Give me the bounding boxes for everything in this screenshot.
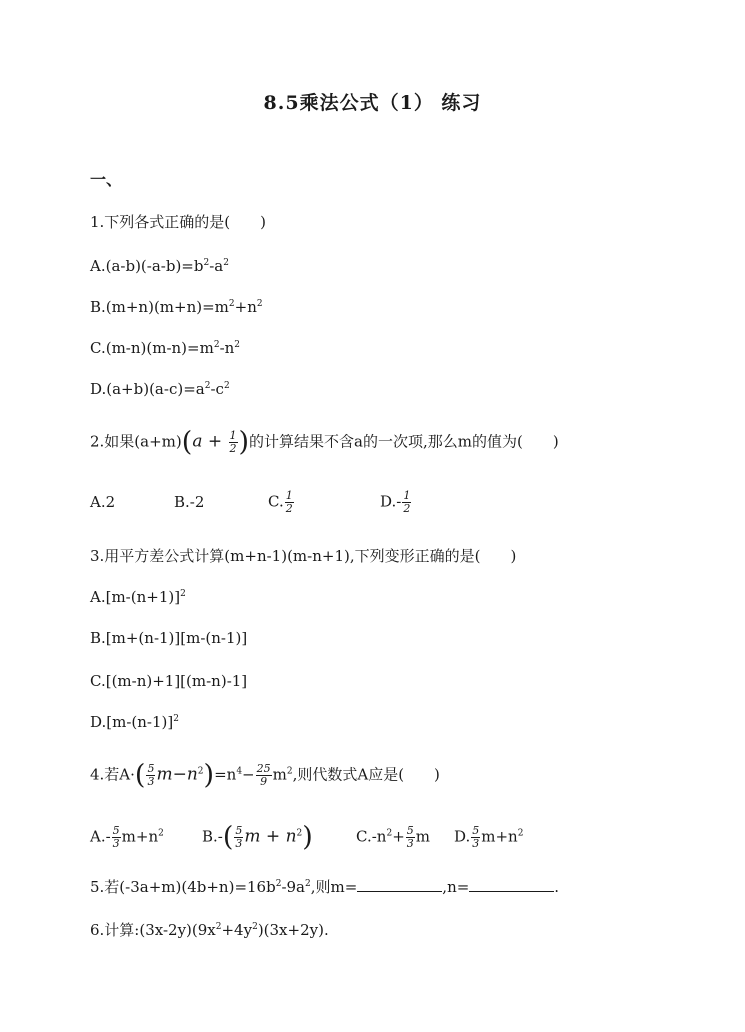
- question-4-stem: 4.若A·( $\frac{5}{3}$ $m-n^2)=n^4-$ $\frac{25}{9}$ $m^2$,则代数式A应是( ): [90, 759, 440, 791]
- question-6-stem: 6.计算$:(3x-2y)(9x^2+4y^2)(3x+2y)$.: [90, 921, 329, 939]
- question-1-stem: 1.下列各式正确的是( ): [90, 213, 267, 231]
- answer-blank-n[interactable]: [469, 877, 554, 892]
- question-3-option-a: $A.[m-(n+1)]^2$: [90, 588, 186, 606]
- question-1-option-d: $D.(a+b)(a-c)=a^2-c^2$: [90, 380, 230, 398]
- question-5-stem: 5.若$(-3a+m)(4b+n)=16b^2-9a^2$,则m= ,n= .: [90, 878, 560, 896]
- question-3-option-c: C.[(m-n)+1][(m-n)-1]: [90, 672, 248, 690]
- section-heading: 一、: [90, 170, 123, 189]
- answer-blank-m[interactable]: [357, 877, 442, 892]
- page-title: 8.5乘法公式（1） 练习: [263, 92, 482, 114]
- question-3-option-b: B.[m+(n-1)][m-(n-1)]: [90, 629, 248, 647]
- question-1-option-c: $C.(m-n)(m-n)=m^2-n^2$: [90, 339, 241, 357]
- question-2-stem: 2.如果(a+m)(a + $\frac{1}{2}$ )的计算结果不含a的一次项,那么m的值为( ): [90, 426, 559, 458]
- question-4-options: A.- $\frac{5}{3}$ $m+n^2$ B.-( $\frac{5}{3}$ $m + n^2$) $C.-n^2+$ $\frac{5}{3}$ m D. $\frac{5}{3}$ $m+n^2$: [90, 821, 524, 853]
- question-1-option-b: $B.(m+n)(m+n)=m^2+n^2$: [90, 298, 263, 316]
- question-3-stem: 3.用平方差公式计算(m+n-1)(m-n+1),下列变形正确的是( ): [90, 547, 517, 565]
- question-2-options: A.2 B.-2 C. $\frac{1}{2}$ D.- $\frac{1}{2}$: [90, 489, 411, 515]
- question-3-option-d: $D.[m-(n-1)]^2$: [90, 713, 179, 731]
- question-1-option-a: $A.(a-b)(-a-b)=b^2-a^2$: [90, 257, 229, 275]
